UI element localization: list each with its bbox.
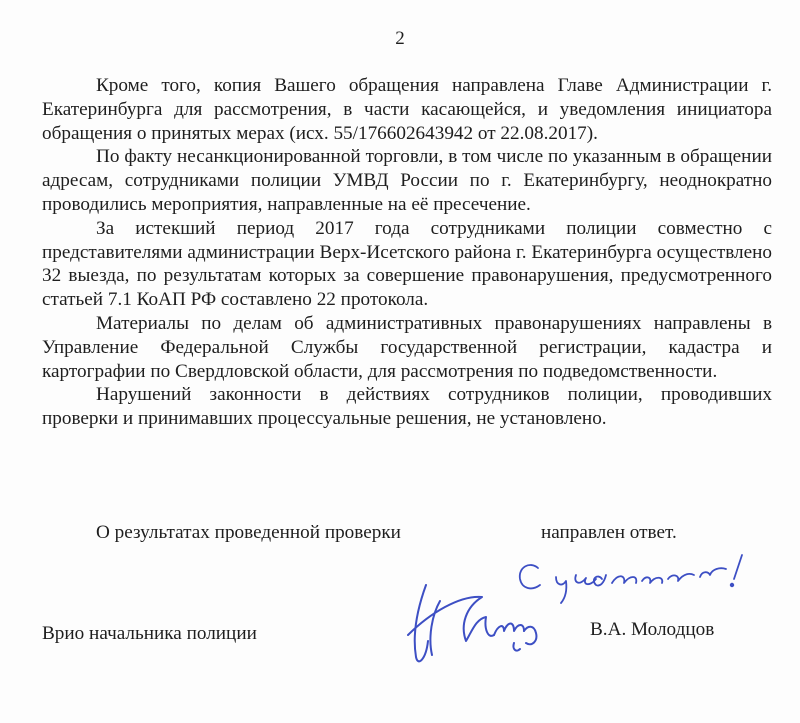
signature-drawing bbox=[390, 545, 790, 675]
paragraph-copy-to-administration: Кроме того, копия Вашего обращения направлена Главе Администрации г. Екатеринбурга для рассмотрения, в части касающейся, и уведомления инициатора обращения о принятых мерах (исх. 55/176602643942 от 22.08.2017). bbox=[42, 75, 772, 144]
paragraph-unauthorized-trade: По факту несанкционированной торговли, в том числе по указанным в обращении адресам, сотрудниками полиции УМВД России по г. Екатеринбургу, неоднократно проводились мероприятия, направленные на её пресечение. bbox=[42, 146, 772, 215]
signatory-title: Врио начальника полиции bbox=[42, 623, 257, 644]
closing-text-end: направлен ответ. bbox=[540, 522, 677, 543]
paragraph-raid-results: За истекший период 2017 года сотрудниками полиции совместно с представителями администрации Верх-Исетского района г. Екатеринбурга осуществлено 32 выезда, по результатам которых за совершение правонарушения, предусмотренного статьей 7.1 КоАП РФ составлено 22 протокола. bbox=[42, 217, 772, 311]
handwritten-signature bbox=[390, 545, 790, 675]
signature-scrawl bbox=[408, 585, 536, 661]
paragraph-no-violations: Нарушений законности в действиях сотрудников полиции, проводивших проверки и принимавших процессуальные решения, не установлено. bbox=[42, 384, 772, 430]
handwritten-greeting bbox=[520, 555, 742, 603]
closing-text-start: О результатах проведенной проверки bbox=[96, 522, 401, 543]
letter-body bbox=[42, 74, 772, 431]
signatory-name: В.А. Молодцов bbox=[590, 619, 715, 640]
closing-line bbox=[96, 521, 776, 545]
paragraph-materials-forwarded: Материалы по делам об административных правонарушениях направлены в Управление Федеральной Службы государственной регистрации, кадастра и картографии по Свердловской области, для рассмотрения по подведомственности. bbox=[42, 312, 772, 382]
page-number: 2 bbox=[395, 28, 405, 49]
